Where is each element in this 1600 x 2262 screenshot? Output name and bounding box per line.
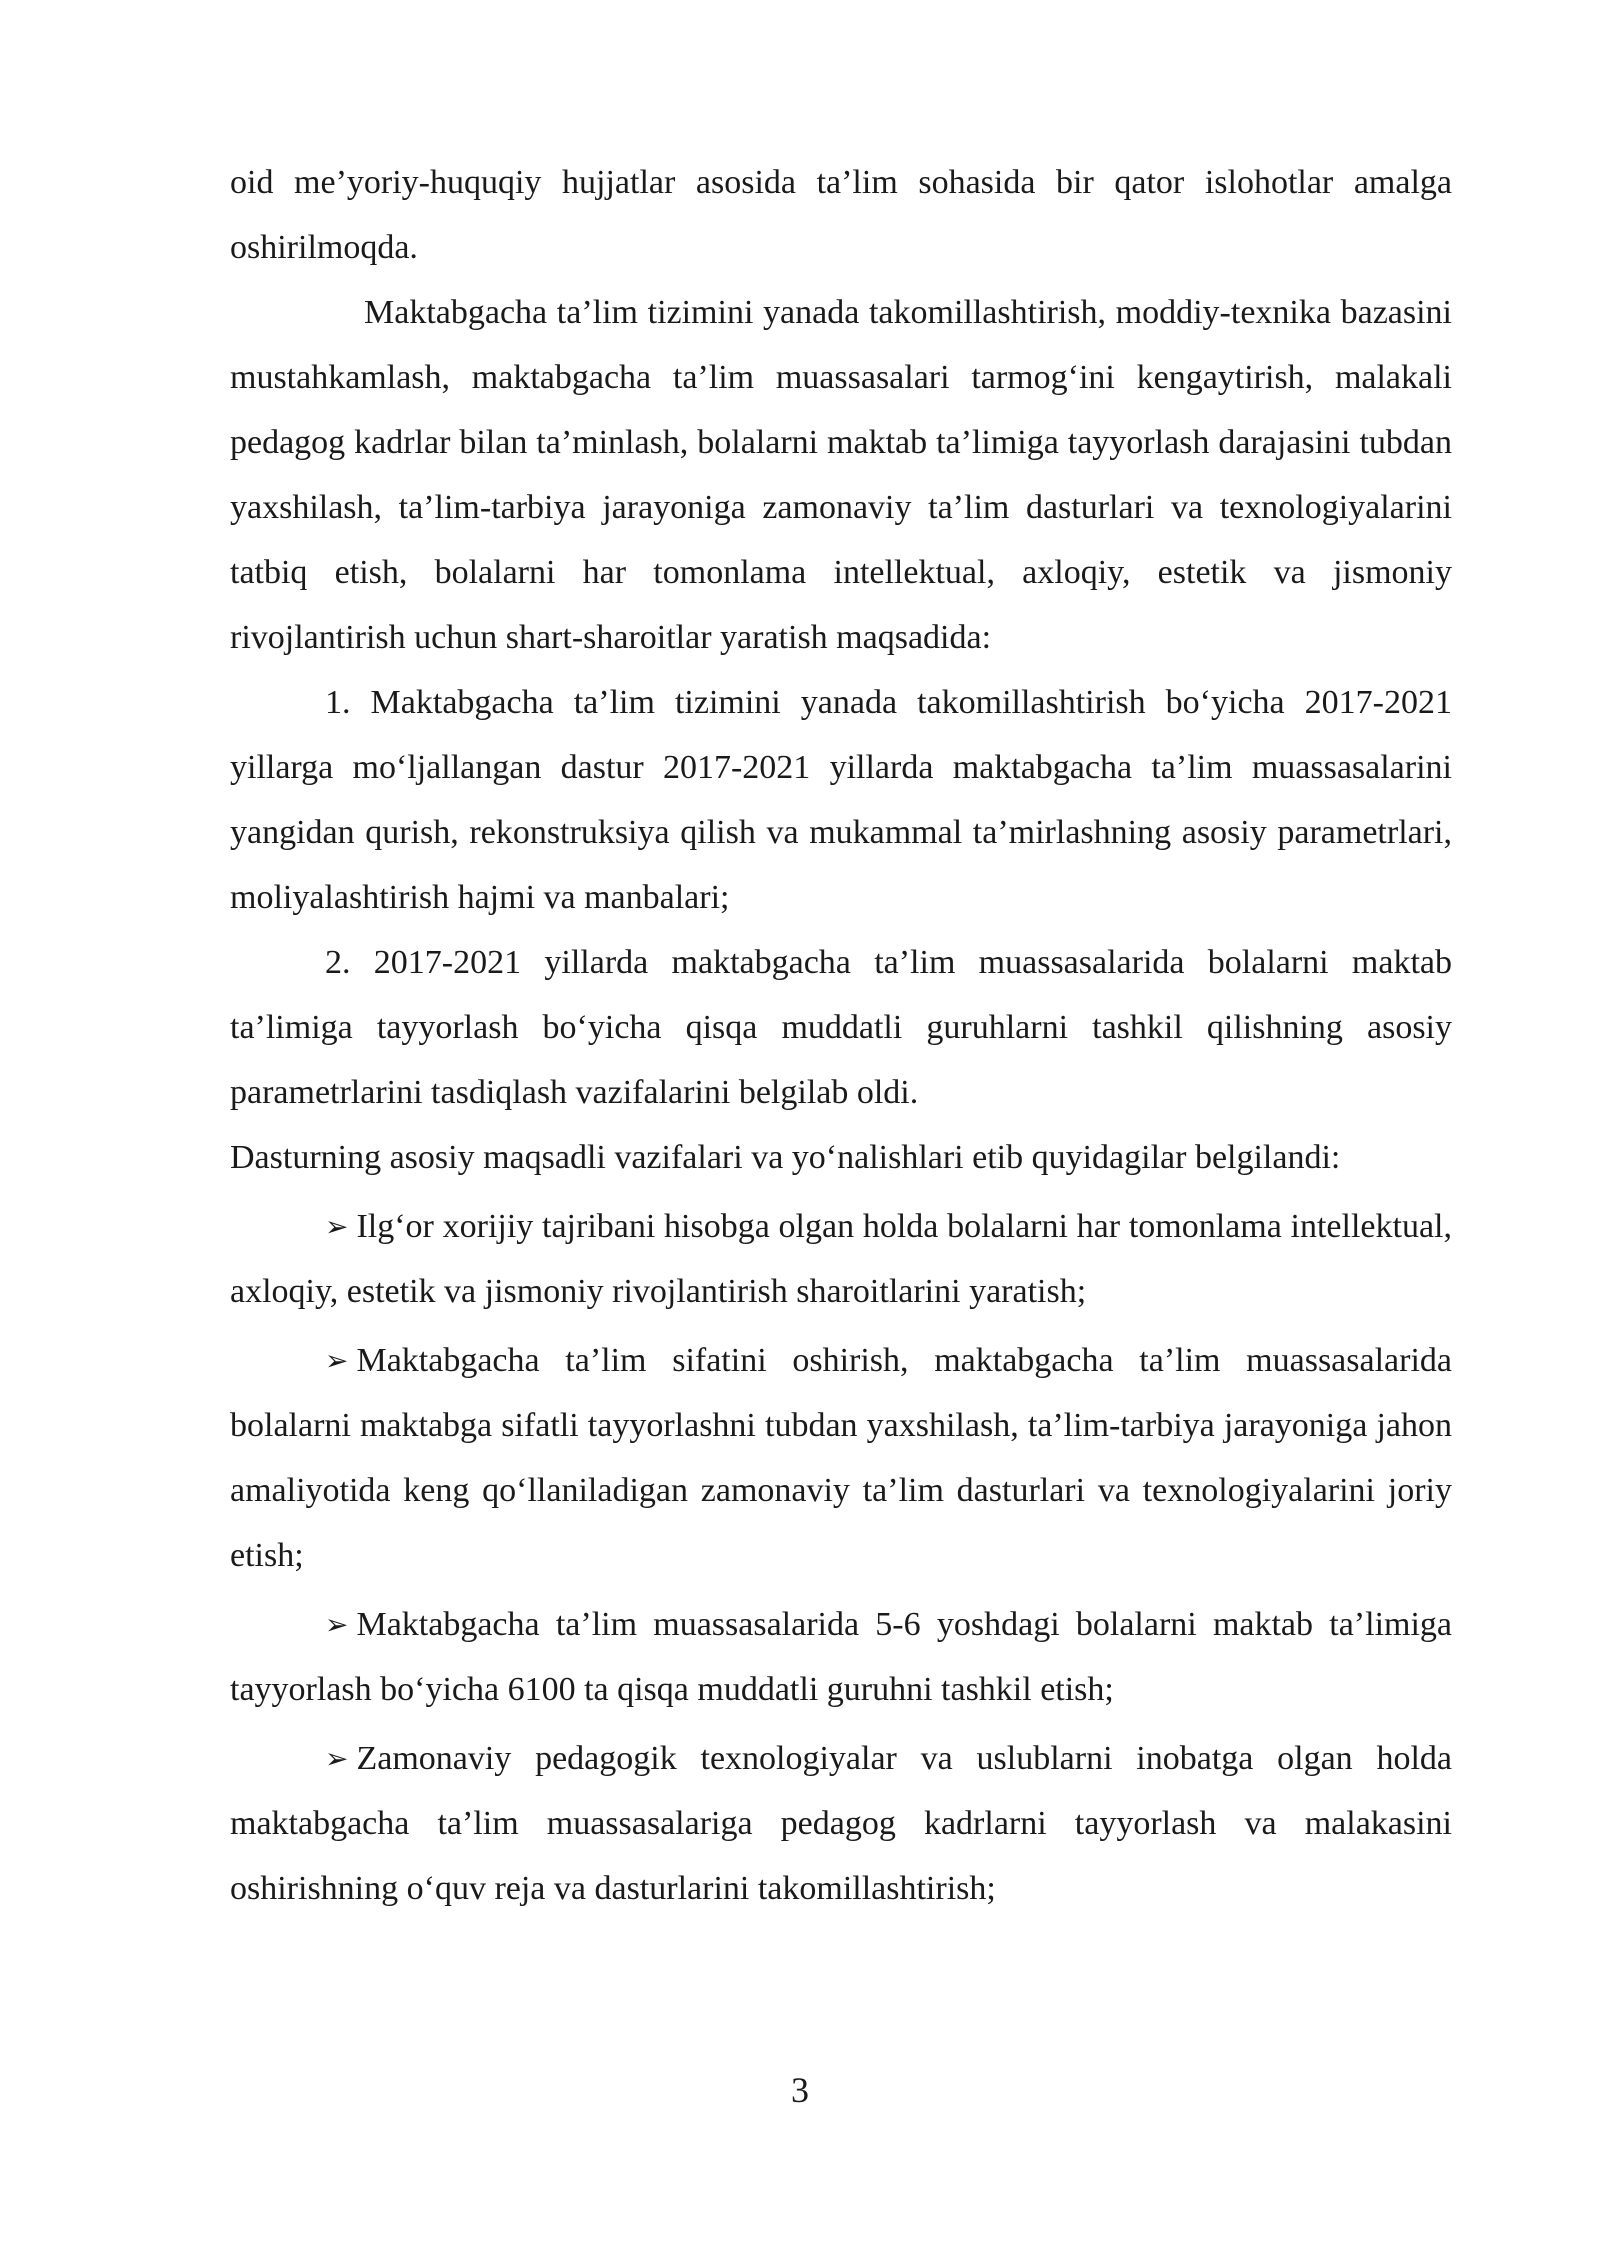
arrow-bullet-icon: ➢ [325,1210,349,1243]
numbered-item-2: 2. 2017-2021 yillarda maktabgacha ta’lim muassasalarida bolalarni maktab ta’limiga tayyorlash bo‘yicha qisqa muddatli guruhlarni tashkil qilishning asosiy parametrlarini tasdiqlash vazifalarini belgilab oldi. [230,944,1452,1111]
numbered-item-1: 1. Maktabgacha ta’lim tizimini yanada takomillashtirish bo‘yicha 2017-2021 yillarga mo‘ljallangan dastur 2017-2021 yillarda maktabgacha ta’lim muassasalarini yangidan qurish, rekonstruksiya qilish va mukammal ta’mirlashning asosiy parametrlari, moliyalashtirish hajmi va manbalari; [230,684,1452,916]
page-body [230,150,1452,1921]
bullet-item [230,1592,1452,1722]
paragraph-intro-continuation: oid me’yoriy-huquqiy hujjatlar asosida ta’lim sohasida bir qator islohotlar amalga oshirilmoqda. [230,164,1452,266]
bullet-item [230,1194,1452,1324]
paragraph-tasks-heading: Dasturning asosiy maqsadli vazifalari va yo‘nalishlari etib quyidagilar belgilandi: [230,1139,1341,1176]
paragraph-purpose: Maktabgacha ta’lim tizimini yanada takomillashtirish, moddiy-texnika bazasini mustahkamlash, maktabgacha ta’lim muassasalari tarmog‘ini kengaytirish, malakali pedagog kadrlar bilan ta’minlash, bolalarni maktab ta’limiga tayyorlash darajasini tubdan yaxshilash, ta’lim-tarbiya jarayoniga zamonaviy ta’lim dasturlari va texnologiyalarini tatbiq etish, bolalarni har tomonlama intellektual, axloqiy, estetik va jismoniy rivojlantirish uchun shart-sharoitlar yaratish maqsadida: [230,294,1452,656]
bullet-item [230,1328,1452,1588]
bullet-text: Zamonaviy pedagogik texnologiyalar va uslublarni inobatga olgan holda maktabgacha ta’lim muassasalariga pedagog kadrlarni tayyorlash va malakasini oshirishning o‘quv reja va dasturlarini takomillashtirish; [230,1740,1452,1907]
page-number: 3 [791,2070,809,2110]
arrow-bullet-icon: ➢ [325,1344,349,1377]
arrow-bullet-icon: ➢ [325,1742,349,1775]
bullet-text: Maktabgacha ta’lim sifatini oshirish, maktabgacha ta’lim muassasalarida bolalarni maktabga sifatli tayyorlashni tubdan yaxshilash, ta’lim-tarbiya jarayoniga jahon amaliyotida keng qo‘llaniladigan zamonaviy ta’lim dasturlari va texnologiyalarini joriy etish; [230,1342,1452,1574]
bullet-text: Ilg‘or xorijiy tajribani hisobga olgan holda bolalarni har tomonlama intellektual, axloqiy, estetik va jismoniy rivojlantirish sharoitlarini yaratish; [230,1208,1452,1310]
bullet-item [230,1726,1452,1921]
bullet-text: Maktabgacha ta’lim muassasalarida 5-6 yoshdagi bolalarni maktab ta’limiga tayyorlash bo‘yicha 6100 ta qisqa muddatli guruhni tashkil etish; [230,1606,1452,1708]
arrow-bullet-icon: ➢ [325,1608,349,1641]
